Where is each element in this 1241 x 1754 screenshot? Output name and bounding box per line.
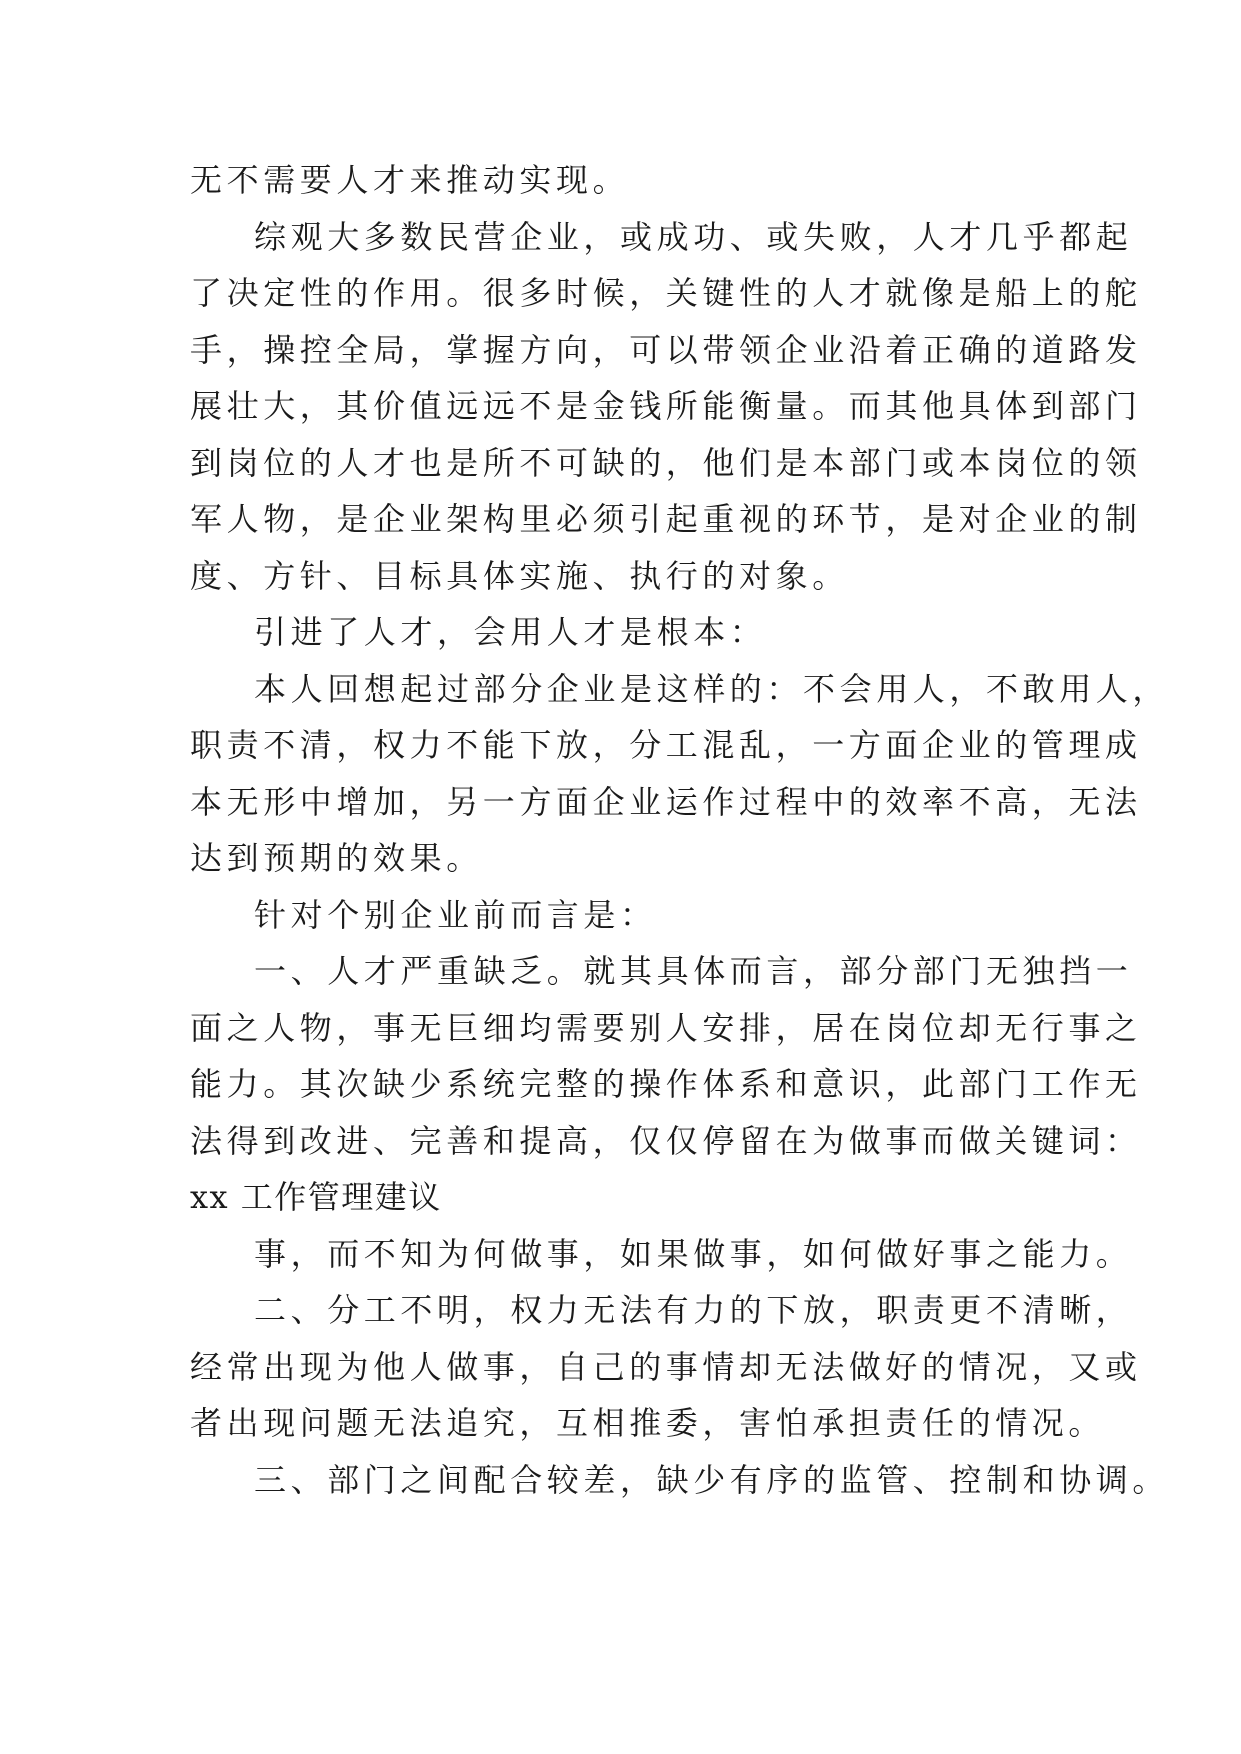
text-line: 到岗位的人才也是所不可缺的，他们是本部门或本岗位的领 [190,443,1142,482]
paragraph-start-line: 二、分工不明，权力无法有力的下放，职责更不清晰， [254,1291,1133,1329]
text-line: 者出现问题无法追究，互相推委，害怕承担责任的情况。 [190,1404,1106,1442]
document-body [190,152,1170,1508]
paragraph-start-line: 针对个别企业前而言是： [254,895,657,934]
paragraph-start-line: 三、部门之间配合较差，缺少有序的监管、控制和协调。 [254,1460,1170,1499]
text-line: 经常出现为他人做事，自己的事情却无法做好的情况，又或 [190,1347,1142,1386]
text-line: 度、方针、目标具体实施、执行的对象。 [190,556,849,595]
text-line: 展壮大，其价值远远不是金钱所能衡量。而其他具体到部门 [190,387,1142,425]
text-line: 本无形中增加，另一方面企业运作过程中的效率不高，无法 [190,782,1142,821]
paragraph-start-line: 一、人才严重缺乏。就其具体而言，部分部门无独挡一 [254,952,1133,990]
text-line: 能力。其次缺少系统完整的操作体系和意识，此部门工作无 [190,1065,1142,1103]
text-line: 无不需要人才来推动实现。 [190,161,630,199]
text-line: 法得到改进、完善和提高，仅仅停留在为做事而做关键词： [190,1121,1142,1160]
text-line: 达到预期的效果。 [190,839,483,877]
paragraph-start-line: 事，而不知为何做事，如果做事，如何做好事之能力。 [254,1234,1133,1273]
text-line: 职责不清，权力不能下放，分工混乱，一方面企业的管理成 [190,726,1142,764]
keyword-line: xx 工作管理建议 [190,1178,442,1216]
paragraph-start-line: 引进了人才，会用人才是根本： [254,613,767,651]
paragraph-start-line: 本人回想起过部分企业是这样的：不会用人，不敢用人， [254,669,1170,708]
text-line: 手，操控全局，掌握方向，可以带领企业沿着正确的道路发 [190,330,1142,369]
paragraph-start-line: 综观大多数民营企业，或成功、或失败，人才几乎都起 [254,217,1133,256]
text-line: 军人物，是企业架构里必须引起重视的环节，是对企业的制 [190,500,1142,538]
text-line: 了决定性的作用。很多时候，关键性的人才就像是船上的舵 [190,274,1142,312]
text-line: 面之人物，事无巨细均需要别人安排，居在岗位却无行事之 [190,1008,1142,1047]
